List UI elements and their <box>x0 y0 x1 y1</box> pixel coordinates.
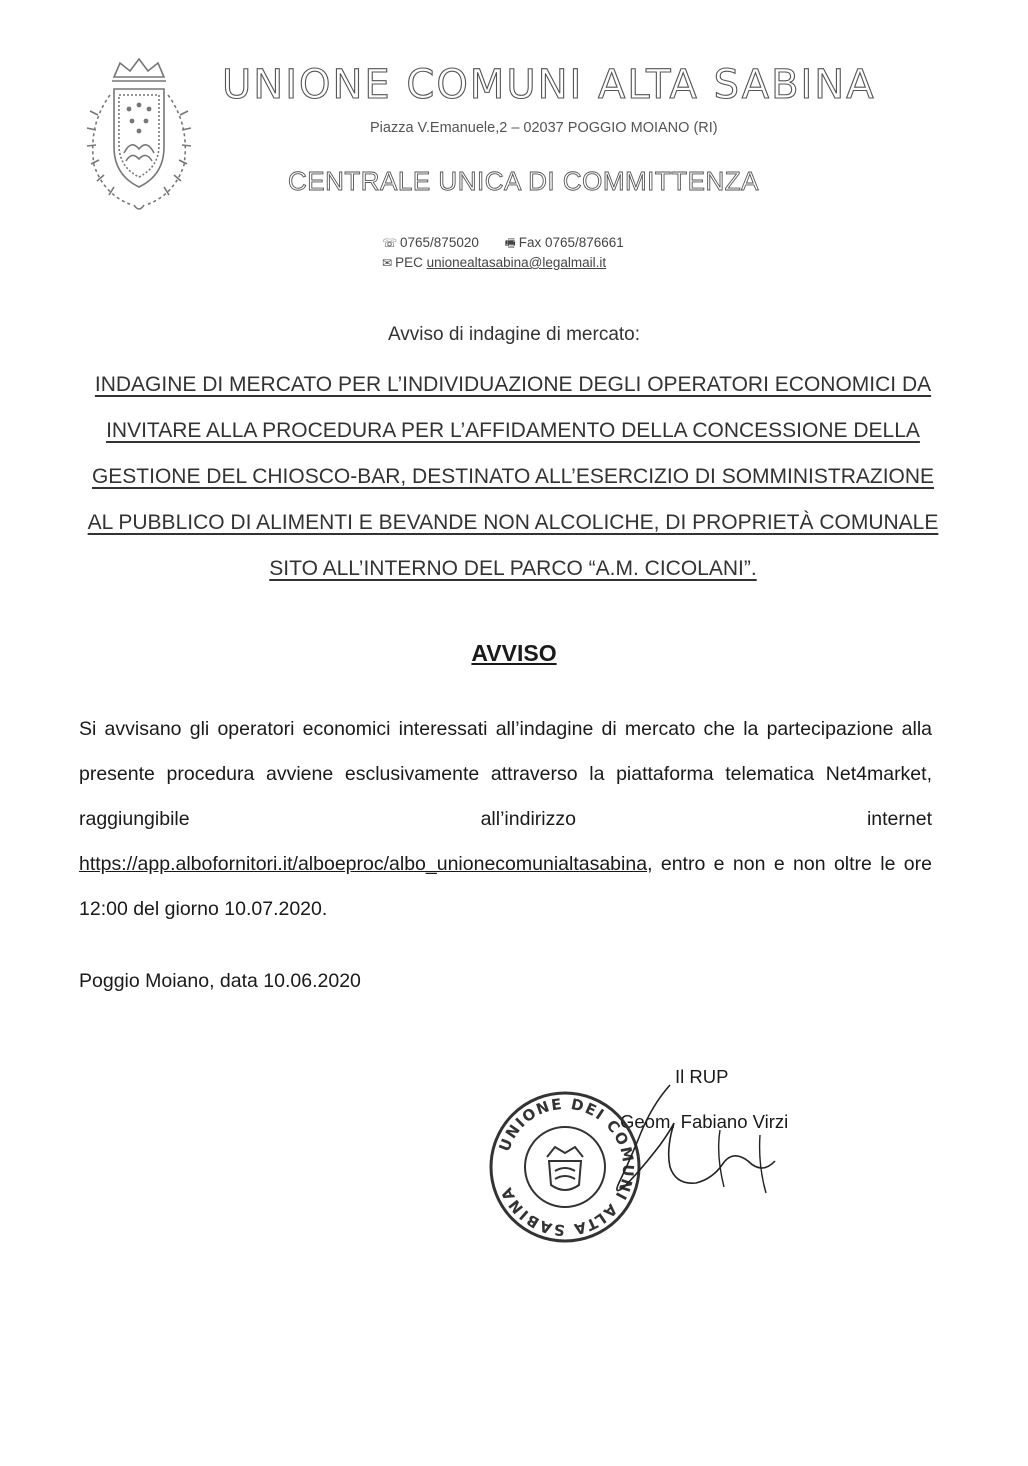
notice-label: Avviso di indagine di mercato: <box>387 324 641 345</box>
signatory-role: Il RUP <box>675 1066 729 1087</box>
phone-icon: ☏ <box>382 236 398 250</box>
place-and-date: Poggio Moiano, data 10.06.2020 <box>79 970 361 992</box>
handwritten-signature <box>600 1075 790 1205</box>
fax-icon: 🖷 <box>504 236 516 250</box>
signatory-name: Geom. Fabiano Virzi <box>620 1111 789 1132</box>
pec-email-link[interactable]: unionealtasabina@legalmail.it <box>426 255 607 270</box>
pec-label: PEC <box>395 255 423 270</box>
crest-icon <box>74 55 204 220</box>
fax-number: Fax 0765/876661 <box>518 235 624 250</box>
paragraph-text: Si avvisano gli operatori economici interessati all’indagine di mercato che la partecipazione alla presente procedura avviene esclusivamente attraverso la piattaforma telematica Net4market, raggiungibile all’indirizzo internet <box>79 718 932 830</box>
paragraph-deadline-text: , entro e non e non oltre le ore 12:00 del giorno 10.07.2020. <box>79 853 932 920</box>
mail-icon: ✉ <box>382 256 393 270</box>
notice-subject: INDAGINE DI MERCATO PER L’INDIVIDUAZIONE DEGLI OPERATORI ECONOMICI DA INVITARE ALLA PROCEDURA PER L’AFFIDAMENTO DELLA CONCESSIONE DELLA GESTIONE DEL CHIOSCO-BAR, DESTINATO ALL’ESERCIZIO DI SOMMINISTRAZIONE AL PUBBLICO DI ALIMENTI E BEVANDE NON ALCOLICHE, DI PROPRIETÀ COMUNALE SITO ALL’INTERNO DEL PARCO “A.M. CICOLANI”. <box>87 373 939 580</box>
notice-paragraph <box>79 707 932 932</box>
platform-url-link[interactable]: https://app.albofornitori.it/alboeproc/albo_unionecomunialtasabina <box>79 853 648 875</box>
organization-name: UNIONE COMUNI ALTA SABINA <box>222 62 876 108</box>
contact-pec <box>382 255 606 270</box>
phone-number: 0765/875020 <box>400 235 479 250</box>
unit-title: CENTRALE UNICA DI COMMITTENZA <box>288 166 759 196</box>
contact-phone-fax <box>382 234 624 255</box>
notice-title: AVVISO <box>471 640 557 666</box>
stamp-text: UNIONE DEI COMUNI ALTA SABINA <box>495 1094 638 1240</box>
organization-address: Piazza V.Emanuele,2 – 02037 POGGIO MOIANO (RI) <box>370 120 718 136</box>
